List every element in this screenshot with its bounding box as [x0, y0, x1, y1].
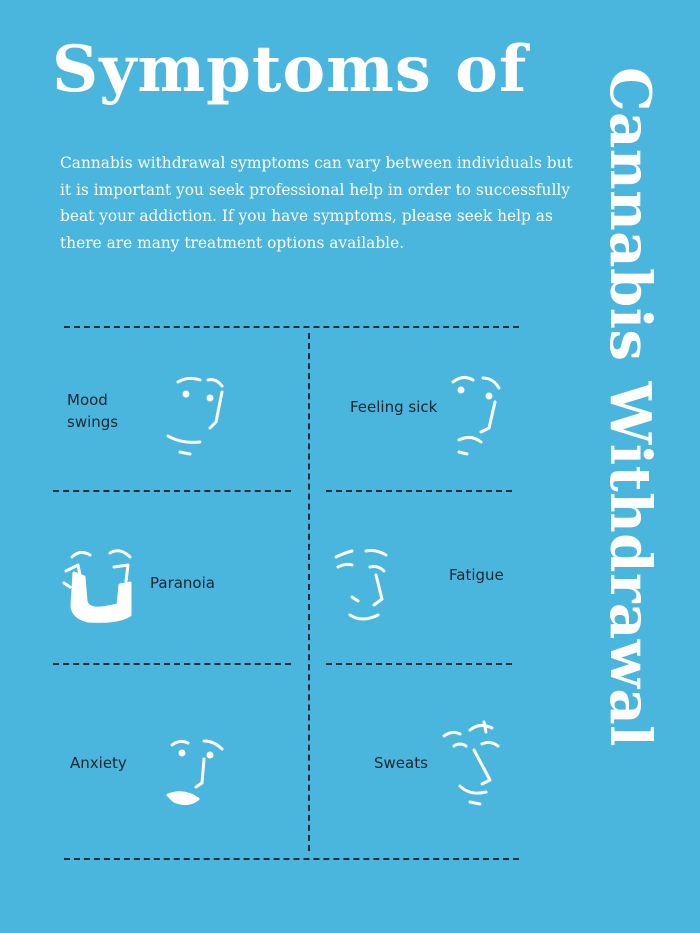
anxiety-face-icon [160, 735, 230, 815]
vertical-title: Cannabis Withdrawal [597, 67, 663, 747]
divider-top [64, 326, 519, 328]
symptom-label-fatigue [449, 564, 504, 586]
symptom-label-line: Mood [67, 391, 108, 409]
symptom-label-feeling-sick [350, 396, 437, 418]
symptom-label-line: Sweats [374, 754, 428, 772]
sweats-face-icon [440, 720, 520, 805]
symptom-label-line: Anxiety [70, 754, 127, 772]
symptom-label-line: Feeling sick [350, 398, 438, 416]
divider-bottom [64, 858, 519, 860]
symptom-label-line: swings [67, 413, 119, 431]
fatigue-face-icon [330, 545, 400, 625]
divider-vertical [308, 333, 310, 851]
symptom-label-sweats [374, 752, 428, 774]
symptom-label-paranoia [150, 572, 215, 594]
intro-paragraph: Cannabis withdrawal symptoms can vary between individuals but it is important you seek professional help in order to successfully beat your addiction. If you have symptoms, please seek help as there are many treatment options available. [60, 154, 573, 252]
divider-row1-right [326, 490, 512, 492]
divider-row1-left [53, 490, 291, 492]
page-title: Symptoms of [52, 32, 528, 107]
paranoia-face-icon [58, 545, 148, 625]
symptom-label-line: Paranoia [150, 574, 215, 592]
divider-row2-left [53, 663, 291, 665]
symptom-label-anxiety [70, 752, 127, 774]
feeling-sick-face-icon [445, 372, 505, 462]
mood-swings-face-icon [160, 372, 230, 462]
symptom-label-mood-swings [67, 389, 118, 433]
symptom-label-line: Fatigue [449, 566, 504, 584]
divider-row2-right [326, 663, 512, 665]
